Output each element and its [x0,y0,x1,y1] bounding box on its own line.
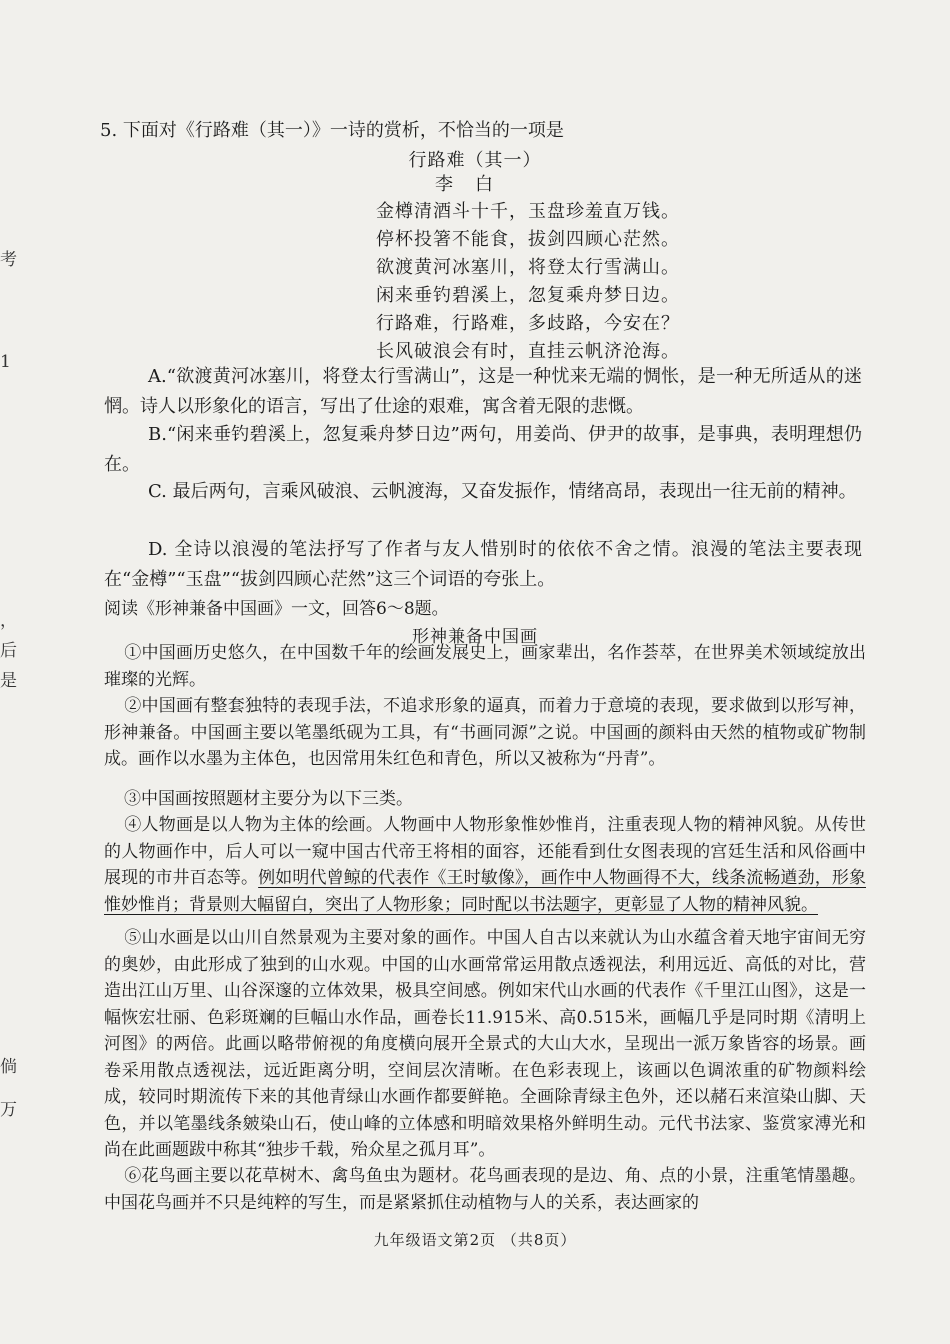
poem-line: 欲渡黄河冰塞川，将登太行雪满山。 [376,257,680,278]
essay-title: 形神兼备中国画 [412,627,538,647]
essay-paragraph-1: ①中国画历史悠久，在中国数千年的绘画发展史上，画家辈出，名作荟萃，在世界美术领域绽放出璀璨的光辉。 [104,643,866,690]
essay-paragraph-5: ⑤山水画是以山川自然景观为主要对象的画作。中国人自古以来就认为山水蕴含着天地宇宙间无穷的奥妙，由此形成了独到的山水观。中国的山水画常常运用散点透视法，利用远近、高低的对比，营造出江山万里、山谷深邃的立体效果，极具空间感。例如宋代山水画的代表作《千里江山图》，这是一幅恢宏壮丽、色彩斑斓的巨幅山水作品，画卷长11.915米、高0.515米，画幅几乎是同时期《清明上河图》的两倍。此画以略带俯视的角度横向展开全景式的大山大水，呈现出一派万象皆容的场景。画卷采用散点透视法，远近距离分明，空间层次清晰。在色彩表现上，该画以色调浓重的矿物颜料绘成，较同时期流传下来的其他青绿山水画作都要鲜艳。全画除青绿主色外，还以赭石来渲染山脚、天色，并以笔墨线条皴染山石，使山峰的立体感和明暗效果格外鲜明生动。元代书法家、鉴赏家溥光和尚在此画题跋中称其“独步千载，殆众星之孤月耳”。 [104,928,866,1160]
option-a: A.“欲渡黄河冰塞川，将登太行雪满山”，这是一种忧来无端的惆怅，是一种无所适从的迷惘。诗人以形象化的语言，写出了仕途的艰难，寓含着无限的悲慨。 [104,366,862,417]
essay-paragraph-3: ③中国画按照题材主要分为以下三类。 [124,789,413,809]
reading-instruction: 阅读《形神兼备中国画》一文，回答6～8题。 [104,599,449,619]
poem-line: 停杯投箸不能食，拔剑四顾心茫然。 [376,229,680,250]
essay-paragraph-6: ⑥花鸟画主要以花草树木、禽鸟鱼虫为题材。花鸟画表现的是边、角、点的小景，注重笔情墨趣。中国花鸟画并不只是纯粹的写生，而是紧紧抓住动植物与人的关系，表达画家的 [104,1166,866,1213]
margin-fragment: ， [0,611,17,631]
margin-fragment: 后 [0,641,17,661]
essay-paragraph-4: ④人物画是以人物为主体的绘画。人物画中人物形象惟妙惟肖，注重表现人物的精神风貌。从传世的人物画作中，后人可以一窥中国古代帝王将相的面容，还能看到仕女图表现的宫廷生活和风俗画中展现的市井百态等。例如明代曾鲸的代表作《王时敏像》，画作中人物画得不大，线条流畅遒劲，形象惟妙惟肖；背景则大幅留白，突出了人物形象；同时配以书法题字，更彰显了人物的精神风貌。 [104,815,866,915]
essay-paragraph-2: ②中国画有整套独特的表现手法，不追求形象的逼真，而着力于意境的表现，要求做到以形写神，形神兼备。中国画主要以笔墨纸砚为工具，有“书画同源”之说。中国画的颜料由天然的植物或矿物制成。画作以水墨为主体色，也因常用朱红色和青色，所以又被称为“丹青”。 [104,696,866,769]
margin-fragment: 万 [0,1100,17,1120]
margin-fragment: 1 [0,352,11,372]
page-footer: 九年级语文第2页 （共8页） [373,1231,577,1249]
poem-line: 闲来垂钓碧溪上，忽复乘舟梦日边。 [376,285,680,306]
option-d: D. 全诗以浪漫的笔法抒写了作者与友人惜别时的依依不舍之情。浪漫的笔法主要表现在“金樽”“玉盘”“拔剑四顾心茫然”这三个词语的夸张上。 [104,539,862,590]
option-b: B.“闲来垂钓碧溪上，忽复乘舟梦日边”两句，用姜尚、伊尹的故事，是事典，表明理想仍在。 [104,424,862,475]
underlined-passage: 例如明代曾鲸的代表作《王时敏像》，画作中人物画得不大，线条流畅遒劲，形象惟妙惟肖；背景则大幅留白，突出了人物形象；同时配以书法题字，更彰显了人物的精神风貌。 [104,868,866,915]
margin-fragment: 倘 [0,1057,17,1077]
margin-fragment: 考 [0,250,17,270]
poem-author: 李白 [435,174,515,195]
question-5-title: 5. 下面对《行路难（其一）》一诗的赏析，不恰当的一项是 [100,120,564,141]
option-c: C. 最后两句，言乘风破浪、云帆渡海，又奋发振作，情绪高昂，表现出一往无前的精神。 [148,481,857,502]
poem-line: 金樽清酒斗十千，玉盘珍羞直万钱。 [376,201,680,222]
poem-line: 长风破浪会有时，直挂云帆济沧海。 [376,341,680,362]
margin-fragment: 是 [0,671,17,691]
poem-line: 行路难，行路难，多歧路，今安在？ [376,313,680,334]
poem-title: 行路难（其一） [408,150,542,171]
